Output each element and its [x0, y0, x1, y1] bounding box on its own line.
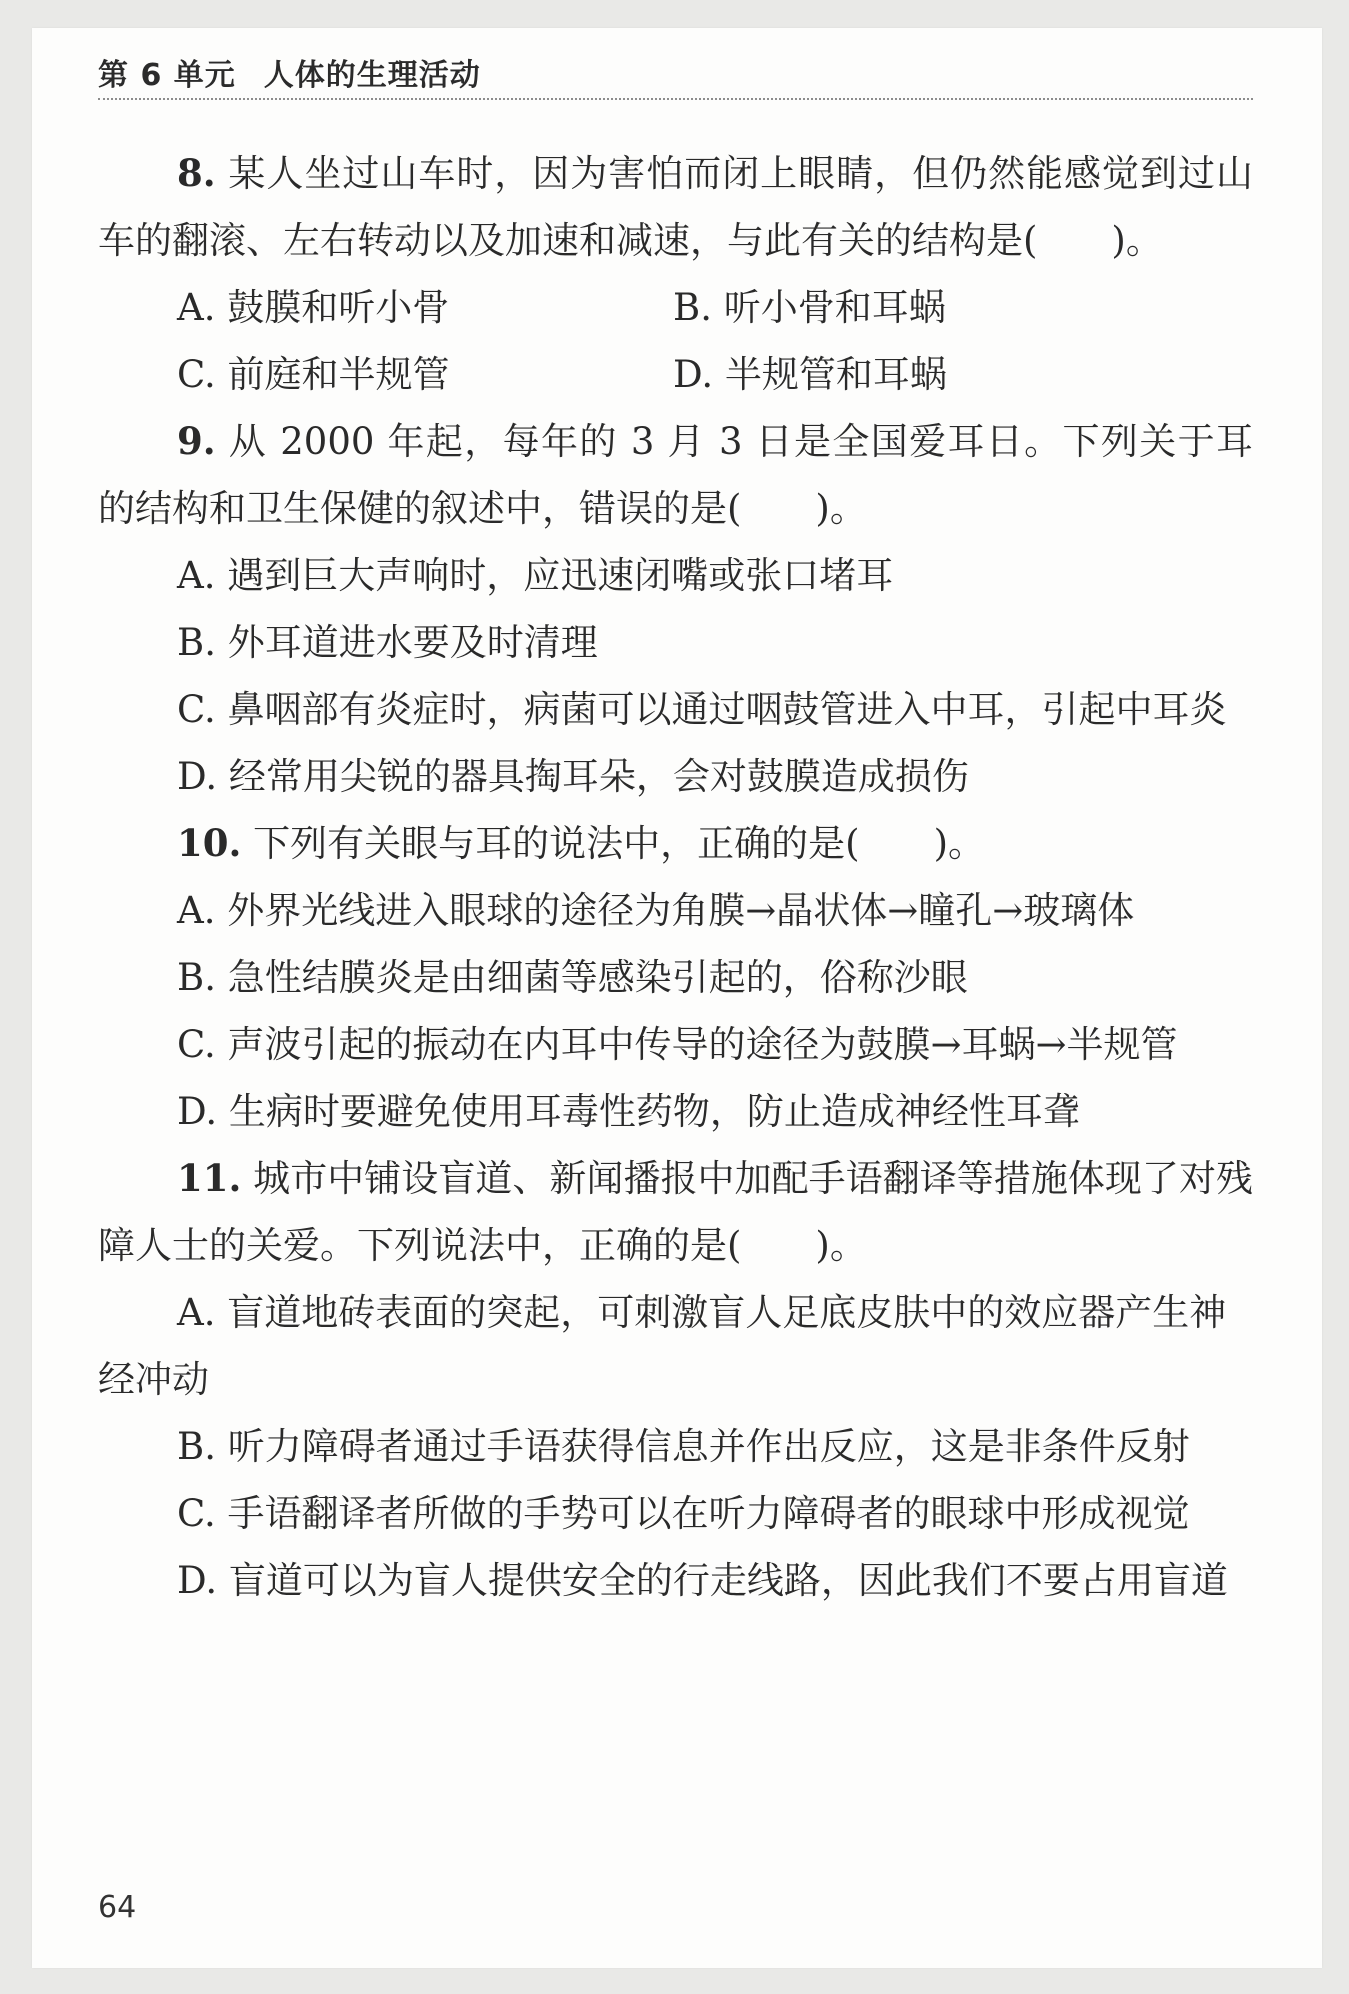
option-d[interactable]: D. 经常用尖锐的器具掏耳朵，会对鼓膜造成损伤: [177, 755, 969, 798]
question-list: [98, 140, 1253, 1614]
question-9: [98, 408, 1253, 542]
option-b[interactable]: B. 外耳道进水要及时清理: [177, 621, 598, 664]
options-row: [98, 341, 1253, 408]
option-a[interactable]: A. 鼓膜和听小骨: [177, 286, 450, 329]
unit-label: 第 6 单元: [98, 58, 236, 93]
option-d[interactable]: D. 盲道可以为盲人提供安全的行走线路，因此我们不要占用盲道: [177, 1559, 1228, 1602]
question-stem: 下列有关眼与耳的说法中，正确的是( )。: [253, 822, 986, 865]
question-10: [98, 810, 1253, 877]
question-stem: 城市中铺设盲道、新闻播报中加配手语翻译等措施体现了对残障人士的关爱。下列说法中，正确的是( )。: [98, 1157, 1253, 1267]
option-c[interactable]: C. 手语翻译者所做的手势可以在听力障碍者的眼球中形成视觉: [177, 1492, 1190, 1535]
option-c[interactable]: C. 声波引起的振动在内耳中传导的途径为鼓膜→耳蜗→半规管: [177, 1023, 1178, 1066]
page-header: [98, 42, 1253, 100]
option-c[interactable]: C. 鼻咽部有炎症时，病菌可以通过咽鼓管进入中耳，引起中耳炎: [177, 688, 1227, 731]
question-8: [98, 140, 1253, 274]
question-number: 9.: [177, 419, 216, 463]
option-b[interactable]: B. 急性结膜炎是由细菌等感染引起的，俗称沙眼: [177, 956, 968, 999]
unit-title: 人体的生理活动: [263, 58, 481, 93]
question-stem: 某人坐过山车时，因为害怕而闭上眼睛，但仍然能感觉到过山车的翻滚、左右转动以及加速和减速，与此有关的结构是( )。: [98, 152, 1253, 262]
option-a[interactable]: A. 遇到巨大声响时，应迅速闭嘴或张口堵耳: [177, 554, 894, 597]
option-a[interactable]: A. 外界光线进入眼球的途径为角膜→晶状体→瞳孔→玻璃体: [177, 889, 1135, 932]
option-d[interactable]: D. 生病时要避免使用耳毒性药物，防止造成神经性耳聋: [177, 1090, 1080, 1133]
option-b[interactable]: B. 听小骨和耳蜗: [673, 286, 946, 329]
option-a[interactable]: A. 盲道地砖表面的突起，可刺激盲人足底皮肤中的效应器产生神经冲动: [98, 1291, 1227, 1401]
question-number: 8.: [177, 151, 216, 195]
option-d[interactable]: D. 半规管和耳蜗: [673, 353, 947, 396]
question-11: [98, 1145, 1253, 1279]
options-row: [98, 274, 1253, 341]
option-b[interactable]: B. 听力障碍者通过手语获得信息并作出反应，这是非条件反射: [177, 1425, 1190, 1468]
question-number: 11.: [177, 1156, 242, 1200]
option-c[interactable]: C. 前庭和半规管: [177, 353, 450, 396]
question-number: 10.: [177, 821, 242, 865]
question-stem: 从 2000 年起，每年的 3 月 3 日是全国爱耳日。下列关于耳的结构和卫生保健的叙述中，错误的是( )。: [98, 420, 1253, 530]
header-title: [98, 50, 481, 94]
page-number: 64: [98, 1890, 137, 1925]
